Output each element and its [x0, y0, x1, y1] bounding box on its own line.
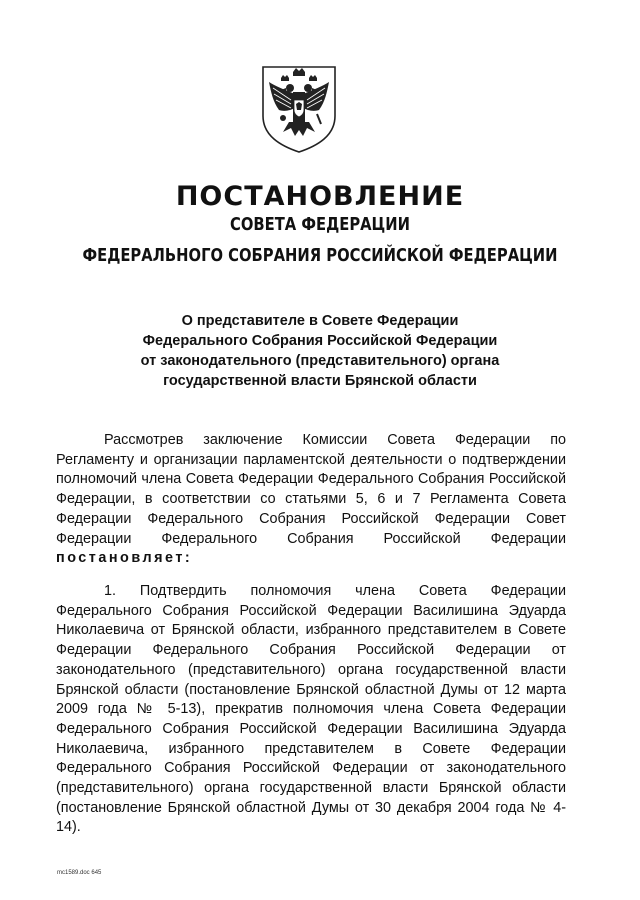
subject-line-3: от законодательного (представительного) органа: [140, 353, 500, 369]
subject-line-2: Федерального Собрания Российской Федерации: [142, 333, 498, 349]
document-title: ПОСТАНОВЛЕНИЕ: [175, 181, 465, 212]
issuer-line-2: ФЕДЕРАЛЬНОГО СОБРАНИЯ РОССИЙСКОЙ ФЕДЕРАЦИИ: [82, 245, 558, 266]
document-subject: [0, 311, 640, 391]
subject-line-1: О представителе в Совете Федерации: [181, 313, 459, 329]
resolves-word: постановляет:: [56, 550, 193, 567]
coat-of-arms-icon: [259, 64, 339, 154]
file-reference: mc1589.doc 645: [57, 870, 102, 876]
subject-line-4: государственной власти Брянской области: [163, 373, 477, 389]
issuer-line-1: СОВЕТА ФЕДЕРАЦИИ: [230, 214, 410, 235]
clause-1-paragraph: 1. Подтвердить полномочия члена Совета Федерации Федерального Собрания Российской Федерации Василишина Эдуарда Николаевича от Брянской области, избранного представителем в Совете Федерации Федерального Собрания Российской Федерации от законодательного (представительного) органа государственной власти Брянской области (постановление Брянской областной Думы от 12 марта 2009 года № 5-13), прекратив полномочия члена Совета Федерации Федерального Собрания Российской Федерации Василишина Эдуарда Николаевича, избранного представителем в Совете Федерации Федерального Собрания Российской Федерации от законодательного (представительного) органа государственной власти Брянской области (постановление Брянской областной Думы от 30 декабря 2004 года № 4-14).: [56, 583, 566, 836]
preamble-text: Рассмотрев заключение Комиссии Совета Федерации по Регламенту и организации парламентской деятельности о подтверждении полномочий члена Совета Федерации Федерального Собрания Российской Федерации, в соответствии со статьями 5, 6 и 7 Регламента Совета Федерации Федерального Собрания Российской Федерации Совет Федерации Федерального Собрания Российской Федерации: [56, 432, 566, 547]
preamble-paragraph: [56, 431, 566, 569]
